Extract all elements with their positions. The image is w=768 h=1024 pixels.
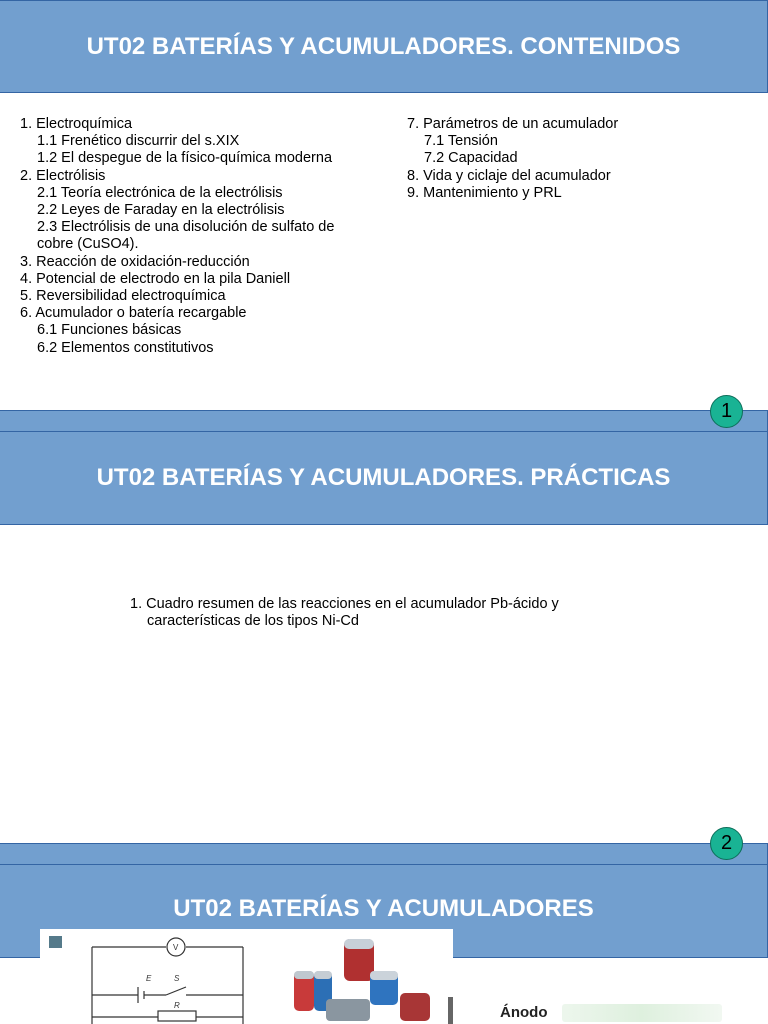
list-item: 1. Cuadro resumen de las reacciones en el acumulador Pb-ácido y <box>130 596 559 612</box>
list-item: 6.2 Elementos constitutivos <box>37 339 214 356</box>
switch-label: S <box>174 974 180 983</box>
list-item: 6.1 Funciones básicas <box>37 322 182 339</box>
slide3-figure <box>40 929 453 1024</box>
slide2-title: UT02 BATERÍAS Y ACUMULADORES. PRÁCTICAS <box>96 464 671 491</box>
circuit-and-battery-illustration <box>40 929 453 1024</box>
voltmeter-label: V <box>173 943 179 952</box>
list-item: 9. Mantenimiento y PRL <box>407 184 562 201</box>
list-item: 7.2 Capacidad <box>424 150 518 167</box>
emf-label: E <box>146 974 152 983</box>
resistor-label: R <box>174 1001 180 1010</box>
list-item: 2.3 Electrólisis de una disolución de sulfato de <box>37 219 335 236</box>
slide1-left-list <box>20 116 334 357</box>
page-number-badge <box>710 395 743 428</box>
list-item: 2.1 Teoría electrónica de la electrólisis <box>37 184 283 201</box>
slide1-title-banner <box>0 0 768 93</box>
list-item: 4. Potencial de electrodo en la pila Daniell <box>20 270 291 287</box>
list-item: 7. Parámetros de un acumulador <box>407 116 619 132</box>
list-item: características de los tipos Ni-Cd <box>147 613 359 630</box>
page-number: 1 <box>720 400 733 422</box>
resistor-symbol <box>158 1011 196 1021</box>
list-item: 1.2 El despegue de la físico-química moderna <box>37 150 333 167</box>
slide1-right-list <box>407 116 618 202</box>
list-item: 2.2 Leyes de Faraday en la electrólisis <box>37 202 285 219</box>
slide3-title: UT02 BATERÍAS Y ACUMULADORES <box>173 895 594 922</box>
list-item: 3. Reacción de oxidación-reducción <box>20 253 250 270</box>
slide1-title: UT02 BATERÍAS Y ACUMULADORES. CONTENIDOS <box>86 32 681 60</box>
figure-tag-icon <box>49 936 62 948</box>
list-item: 7.1 Tensión <box>424 133 498 150</box>
list-item: cobre (CuSO4). <box>37 236 139 253</box>
circuit-diagram <box>92 938 243 1024</box>
page-number: 2 <box>720 832 733 854</box>
list-item: 1.1 Frenético discurrir del s.XIX <box>37 133 240 150</box>
batteries-illustration <box>294 939 453 1024</box>
page-number-badge <box>710 827 743 860</box>
list-item: 2. Electrólisis <box>20 167 106 184</box>
blurred-diagram-fragment <box>562 1004 722 1022</box>
list-item: 5. Reversibilidad electroquímica <box>20 288 226 305</box>
anodo-label: Ánodo <box>500 1004 548 1021</box>
list-item: 1. Electroquímica <box>20 116 133 132</box>
slide2-list <box>130 596 559 630</box>
slide2-footer-strip <box>0 843 768 865</box>
list-item: 8. Vida y ciclaje del acumulador <box>407 167 611 184</box>
list-item: 6. Acumulador o batería recargable <box>20 305 247 322</box>
slide2-title-banner <box>0 431 768 525</box>
slide1-footer-strip <box>0 410 768 432</box>
